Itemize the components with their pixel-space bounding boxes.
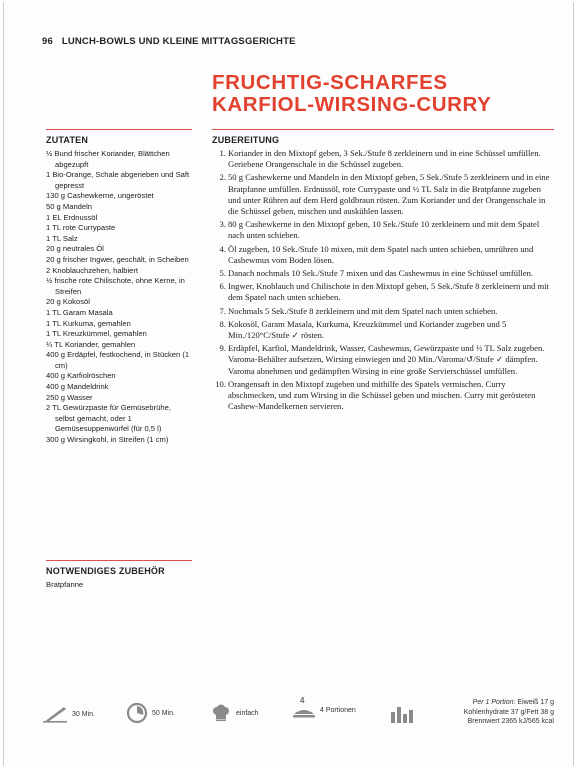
portions bbox=[292, 696, 356, 724]
step-text: Ingwer, Knoblauch und Chilischote in den Mixtopf geben, 5 Sek./Stufe 8 zerkleinern und mit dem Spatel nach unten schieben. bbox=[228, 281, 549, 303]
nutrition-chart bbox=[390, 704, 414, 724]
step-item bbox=[212, 172, 554, 217]
preparation-heading: ZUBEREITUNG bbox=[212, 135, 280, 145]
step-item bbox=[212, 219, 554, 241]
nutrition-protein: Eiweiß 17 g bbox=[517, 699, 554, 706]
chef-hat-icon bbox=[210, 702, 232, 724]
ingredient-item: 1 Bio-Orange, Schale abgerieben und Saft gepresst bbox=[46, 170, 190, 190]
nutrition-info bbox=[424, 698, 554, 727]
step-text: Kokosöl, Garam Masala, Kurkuma, Kreuzkümmel und Koriander zugeben und 5 Min./120°C/Stufe ✓ rösten. bbox=[228, 318, 507, 341]
ingredient-item: 1 EL Erdnussöl bbox=[46, 212, 98, 222]
step-text: 50 g Cashewkerne und Mandeln in den Mixtopf geben, 5 Sek./Stufe 5 zerkleinern und in eine Bratpfanne umfüllen. Erdnussöl, rote Currypaste und ½ TL Salz in die Bratpfanne zugeben und unter Rühren auf dem Herd goldbraun rösten. Zum Koriander und der Orangenschale in die Schüssel geben, mischen und auskühlen lassen. bbox=[228, 172, 550, 217]
nutrition-carbs-fat: Kohlenhydrate 37 g/Fett 38 g bbox=[463, 708, 554, 716]
running-head bbox=[42, 36, 296, 47]
ingredient-item: 130 g Cashewkerne, ungeröstet bbox=[46, 191, 154, 201]
ingredients-panel bbox=[46, 129, 192, 446]
step-text: Erdäpfel, Karfiol, Mandeldrink, Wasser, Cashewmus, Gewürzpaste und ½ TL Salz zugeben. Varoma-Behälter aufsetzen, Wirsing einwiegen und 20 Min./Varoma/↺/Stufe ✓ dämpfen. Varoma abnehmen und gedämpften Wirsing in eine große Servierschüssel umfüllen. bbox=[228, 343, 545, 376]
ingredient-item: ½ frische rote Chilischote, ohne Kerne, in Streifen bbox=[46, 276, 185, 296]
nutrition-energy: Brennwert 2365 kJ/565 kcal bbox=[467, 718, 554, 725]
page-number: 96 bbox=[42, 36, 53, 47]
prep-time-label: 30 Min. bbox=[72, 710, 95, 718]
total-time bbox=[126, 702, 175, 724]
preparation-rule bbox=[212, 129, 554, 130]
ingredient-item: 2 Knoblauchzehen, halbiert bbox=[46, 265, 139, 275]
ingredient-item: 2 TL Gewürzpaste für Gemüsebrühe, selbst gemacht, oder 1 Gemüsesuppenwürfel (für 0,5 l) bbox=[46, 403, 171, 434]
bar-chart-icon bbox=[390, 704, 414, 724]
timer-icon bbox=[126, 702, 148, 724]
ingredient-item: ½ Bund frischer Koriander, Blättchen abgezupft bbox=[46, 149, 170, 169]
portions-number: 4 bbox=[300, 696, 305, 705]
step-item bbox=[212, 343, 554, 377]
ingredients-heading: ZUTATEN bbox=[46, 135, 89, 145]
recipe-title-line-1: FRUCHTIG-SCHARFES bbox=[212, 71, 448, 94]
step-item bbox=[212, 379, 554, 413]
ingredient-item: 20 g Kokosöl bbox=[46, 297, 90, 307]
step-number: 10. bbox=[215, 378, 226, 389]
ingredient-item: 250 g Wasser bbox=[46, 392, 93, 402]
recipe-title bbox=[212, 72, 552, 116]
step-item bbox=[212, 268, 554, 279]
ingredient-item: 1 TL Salz bbox=[46, 233, 78, 243]
step-number: 7. bbox=[219, 305, 226, 316]
section-title: LUNCH-BOWLS UND KLEINE MITTAGSGERICHTE bbox=[61, 36, 296, 47]
step-item bbox=[212, 244, 554, 266]
equipment-item: Bratpfanne bbox=[46, 580, 84, 589]
step-number: 6. bbox=[219, 281, 226, 292]
step-number: 2. bbox=[219, 172, 226, 183]
ingredient-item: 20 g neutrales Öl bbox=[46, 244, 104, 254]
equipment-heading: NOTWENDIGES ZUBEHÖR bbox=[46, 566, 165, 576]
ingredient-item: 300 g Wirsingkohl, in Streifen (1 cm) bbox=[46, 435, 169, 445]
step-text: Danach nochmals 10 Sek./Stufe 7 mixen und das Cashewmus in eine Schüssel umfüllen. bbox=[228, 268, 534, 279]
step-number: 9. bbox=[219, 343, 226, 354]
step-number: 4. bbox=[219, 243, 226, 254]
nutrition-per-label: Per 1 Portion: bbox=[472, 699, 516, 706]
step-text: Koriander in den Mixtopf geben, 3 Sek./Stufe 8 zerkleinern und in eine Schüssel umfüllen. Geriebene Orangenschale in die Schüssel zugeben. bbox=[228, 148, 541, 170]
ingredient-item: 400 g Mandeldrink bbox=[46, 382, 109, 392]
portions-label: 4 Portionen bbox=[320, 706, 356, 714]
step-item bbox=[212, 281, 554, 303]
step-item bbox=[212, 306, 554, 317]
ingredient-item: 400 g Karfiolröschen bbox=[46, 371, 116, 381]
plate-icon bbox=[292, 696, 316, 724]
step-number: 1. bbox=[219, 148, 226, 158]
step-text: Orangensaft in den Mixtopf zugeben und mithilfe des Spatels vermischen. Curry abschmecken, und zum Wirsing in die Schüssel geben und mischen. Curry mit gerösteten Cashew-Mandelkernen servieren. bbox=[228, 378, 536, 412]
prep-time bbox=[42, 704, 95, 724]
step-item bbox=[212, 148, 554, 170]
ingredient-item: 1 TL Kurkuma, gemahlen bbox=[46, 318, 131, 328]
step-text: Nochmals 5 Sek./Stufe 8 zerkleinern und mit dem Spatel nach unten schieben. bbox=[228, 305, 498, 316]
ingredients-rule bbox=[46, 129, 192, 130]
step-text: 80 g Cashewkerne in den Mixtopf geben, 10 Sek./Stufe 10 zerkleinern und mit dem Spatel nach unten schieben. bbox=[228, 219, 540, 241]
total-time-label: 50 Min. bbox=[152, 709, 175, 717]
step-text: Öl zugeben, 10 Sek./Stufe 10 mixen, mit dem Spatel nach unten schieben, umrühren und Cashewmus vom Boden lösen. bbox=[228, 243, 534, 265]
ingredient-item: 400 g Erdäpfel, festkochend, in Stücken (1 cm) bbox=[46, 350, 190, 370]
ingredient-item: 1 TL rote Currypaste bbox=[46, 223, 116, 233]
difficulty bbox=[210, 702, 259, 724]
step-item bbox=[212, 319, 554, 341]
ingredient-item: ¼ TL Koriander, gemahlen bbox=[46, 339, 136, 349]
difficulty-label: einfach bbox=[236, 709, 259, 717]
knife-icon bbox=[42, 704, 68, 724]
step-number: 3. bbox=[219, 219, 226, 230]
step-number: 5. bbox=[219, 268, 226, 279]
recipe-info-footer bbox=[40, 690, 560, 740]
recipe-title-line-2: KARFIOL-WIRSING-CURRY bbox=[212, 93, 492, 116]
preparation-panel bbox=[212, 129, 554, 414]
equipment-rule bbox=[46, 560, 192, 561]
ingredient-item: 1 TL Garam Masala bbox=[46, 307, 113, 317]
step-number: 8. bbox=[219, 318, 226, 329]
ingredient-item: 50 g Mandeln bbox=[46, 201, 93, 211]
equipment-panel bbox=[46, 560, 192, 590]
ingredient-item: 20 g frischer Ingwer, geschält, in Scheiben bbox=[46, 254, 189, 264]
ingredient-item: 1 TL Kreuzkümmel, gemahlen bbox=[46, 329, 147, 339]
